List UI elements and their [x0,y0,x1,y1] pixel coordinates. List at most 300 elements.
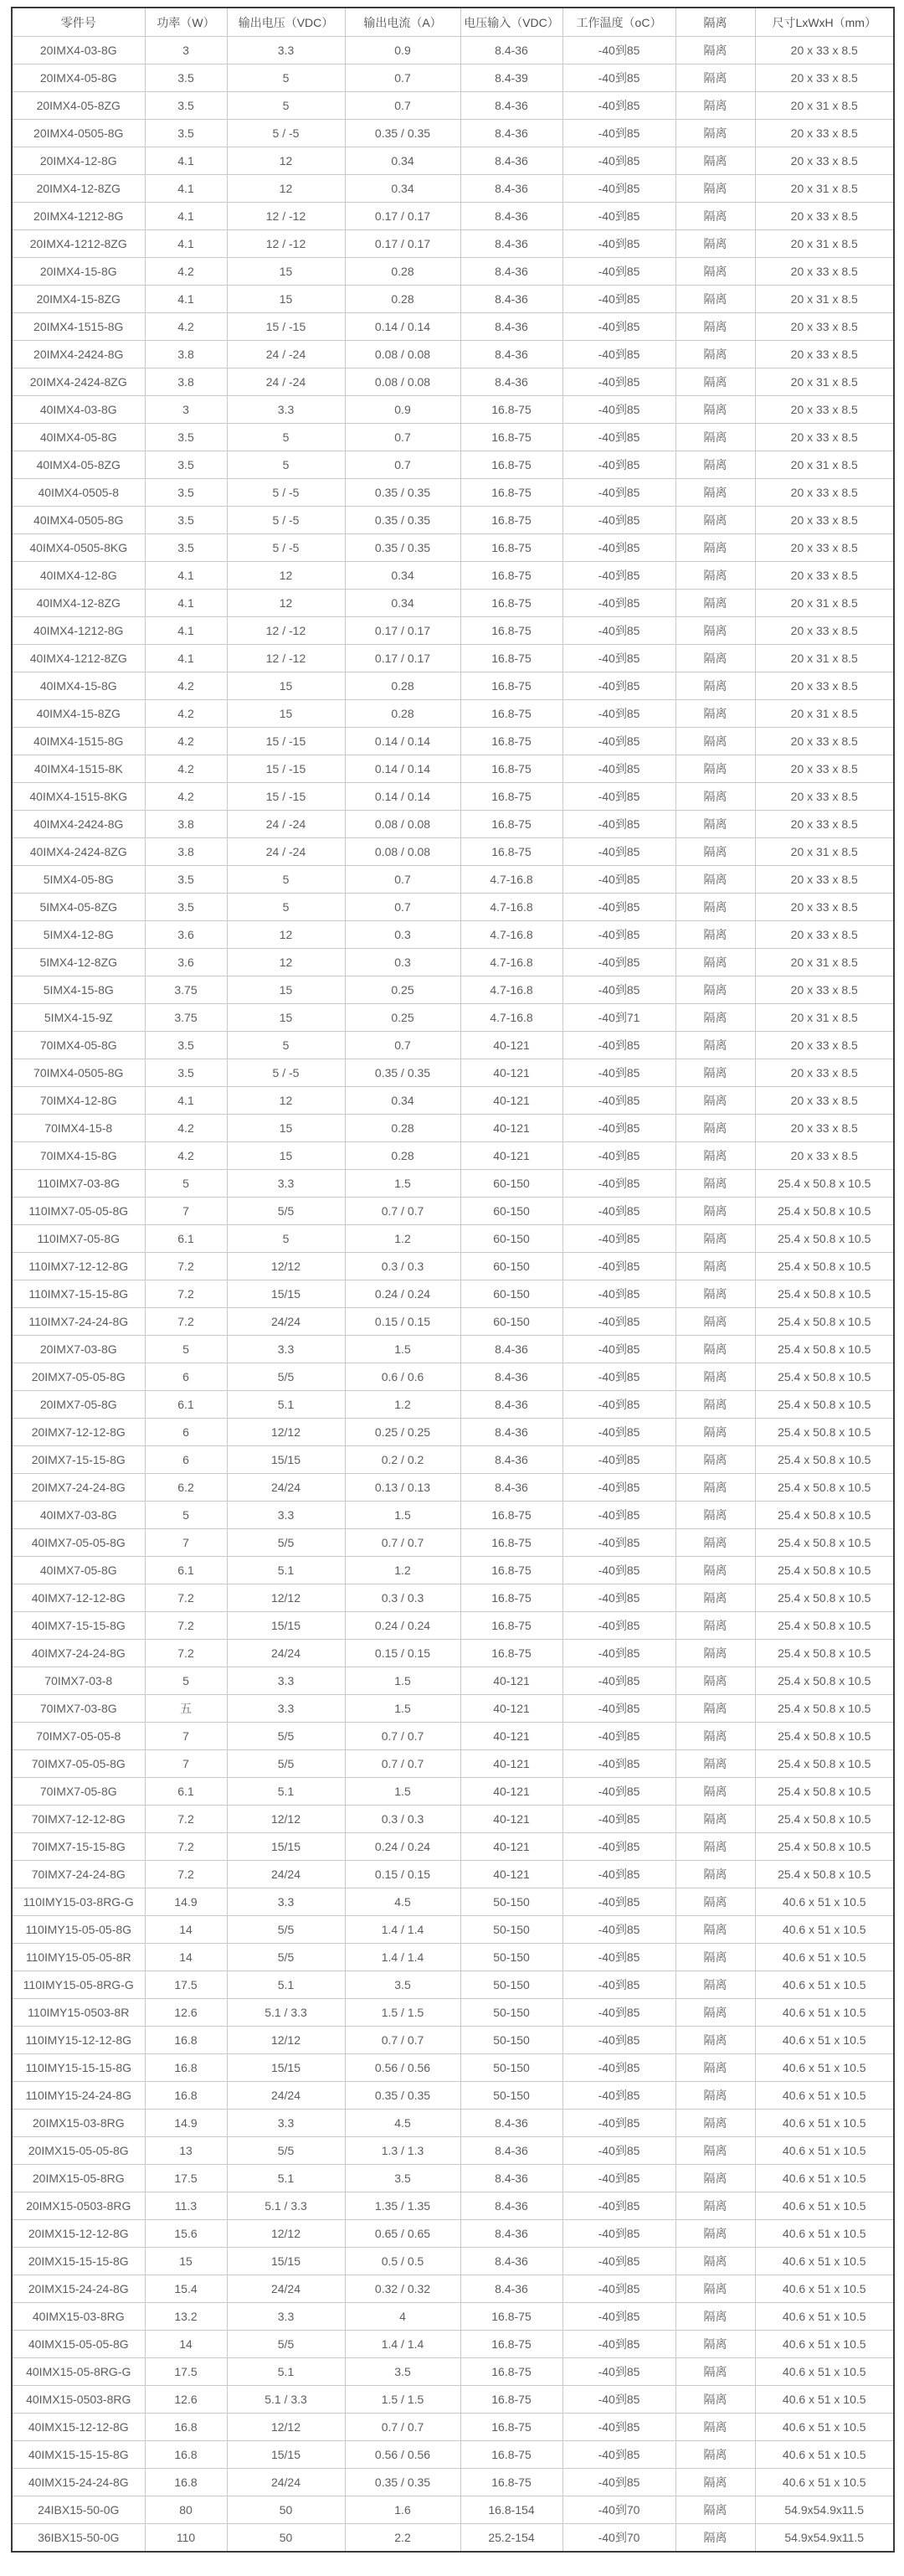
table-cell: 20IMX4-1212-8G [12,203,145,230]
table-cell: -40到85 [562,949,675,976]
table-cell: 20IMX15-05-8RG [12,2165,145,2192]
table-cell: 14 [145,2331,227,2358]
table-cell: -40到85 [562,728,675,755]
table-cell: 隔离 [675,2275,755,2303]
table-cell: 20IMX4-12-8ZG [12,175,145,203]
table-cell: 1.2 [345,1225,460,1253]
table-cell: 20 x 33 x 8.5 [755,1087,894,1115]
table-cell: 25.4 x 50.8 x 10.5 [755,1695,894,1723]
table-row [12,1115,894,1142]
table-cell: 隔离 [675,2248,755,2275]
table-row [12,2358,894,2386]
table-cell: 24 / -24 [227,811,345,838]
table-row [12,2303,894,2331]
table-cell: 20 x 33 x 8.5 [755,313,894,341]
table-cell: 隔离 [675,1059,755,1087]
table-cell: 隔离 [675,92,755,120]
table-cell: 隔离 [675,2441,755,2469]
table-cell: -40到85 [562,396,675,424]
table-cell: 24/24 [227,2275,345,2303]
table-cell: 25.4 x 50.8 x 10.5 [755,1225,894,1253]
header-row [12,8,894,37]
table-cell: 40IMX7-15-15-8G [12,1612,145,1640]
table-cell: 隔离 [675,1971,755,1999]
table-cell: 3.5 [345,2358,460,2386]
table-cell: 隔离 [675,1806,755,1833]
table-cell: 3.5 [145,507,227,534]
table-cell: 隔离 [675,1115,755,1142]
table-cell: 12/12 [227,1584,345,1612]
table-cell: 0.56 / 0.56 [345,2441,460,2469]
table-cell: 5.1 [227,1557,345,1584]
table-cell: -40到85 [562,1253,675,1280]
table-cell: 40.6 x 51 x 10.5 [755,2414,894,2441]
table-cell: -40到85 [562,2358,675,2386]
table-cell: 隔离 [675,2110,755,2137]
table-cell: 隔离 [675,562,755,590]
table-cell: 隔离 [675,451,755,479]
table-row [12,286,894,313]
table-cell: 0.08 / 0.08 [345,838,460,866]
table-cell: 20 x 33 x 8.5 [755,921,894,949]
table-cell: 5 / -5 [227,507,345,534]
table-cell: 隔离 [675,313,755,341]
table-cell: 隔离 [675,2192,755,2220]
table-cell: 25.2-154 [460,2524,562,2553]
table-cell: -40到85 [562,147,675,175]
table-cell: 4.1 [145,175,227,203]
table-cell: 隔离 [675,1778,755,1806]
table-cell: 40.6 x 51 x 10.5 [755,2165,894,2192]
table-cell: 隔离 [675,1888,755,1916]
table-cell: -40到85 [562,37,675,64]
table-cell: 0.34 [345,1087,460,1115]
table-cell: 7.2 [145,1833,227,1861]
table-cell: 隔离 [675,590,755,617]
table-cell: 隔离 [675,2137,755,2165]
table-cell: 4.1 [145,203,227,230]
table-cell: 3.5 [145,866,227,894]
table-cell: -40到85 [562,2165,675,2192]
table-row [12,2137,894,2165]
table-cell: 40IMX4-0505-8G [12,507,145,534]
table-cell: 3.75 [145,976,227,1004]
table-cell: 16.8-75 [460,534,562,562]
table-cell: 8.4-36 [460,368,562,396]
table-cell: 20IMX15-0503-8RG [12,2192,145,2220]
table-cell: 25.4 x 50.8 x 10.5 [755,1640,894,1667]
table-cell: -40到85 [562,1225,675,1253]
table-cell: -40到85 [562,175,675,203]
table-cell: 0.34 [345,562,460,590]
table-cell: -40到85 [562,2054,675,2082]
table-cell: -40到85 [562,1032,675,1059]
table-cell: 36IBX15-50-0G [12,2524,145,2553]
table-row [12,1640,894,1667]
table-cell: 1.5 / 1.5 [345,1999,460,2027]
table-cell: 3.5 [345,1971,460,1999]
table-cell: 24/24 [227,2082,345,2110]
table-cell: 40.6 x 51 x 10.5 [755,2054,894,2082]
table-cell: 12 / -12 [227,230,345,258]
table-cell: 5 [227,424,345,451]
table-cell: 25.4 x 50.8 x 10.5 [755,1750,894,1778]
table-cell: 50-150 [460,2082,562,2110]
table-cell: 0.34 [345,590,460,617]
table-cell: 4.2 [145,755,227,783]
table-cell: 8.4-36 [460,147,562,175]
table-cell: -40到85 [562,451,675,479]
table-cell: 5/5 [227,1529,345,1557]
table-row [12,1502,894,1529]
table-cell: 0.7 [345,1032,460,1059]
table-cell: 70IMX7-03-8 [12,1667,145,1695]
table-cell: 40IMX4-12-8ZG [12,590,145,617]
table-row [12,866,894,894]
table-cell: 20IMX15-05-05-8G [12,2137,145,2165]
table-cell: 隔离 [675,2027,755,2054]
table-cell: 3 [145,37,227,64]
table-cell: 1.4 / 1.4 [345,1916,460,1944]
table-cell: 110IMY15-0503-8R [12,1999,145,2027]
table-cell: 40.6 x 51 x 10.5 [755,2248,894,2275]
table-cell: 15 / -15 [227,783,345,811]
table-cell: 20 x 31 x 8.5 [755,949,894,976]
table-row [12,2165,894,2192]
table-cell: -40到85 [562,1308,675,1336]
table-cell: 40-121 [460,1723,562,1750]
table-cell: 16.8-75 [460,2358,562,2386]
table-cell: 40-121 [460,1059,562,1087]
table-row [12,64,894,92]
table-cell: 40IMX15-24-24-8G [12,2469,145,2496]
table-cell: 1.4 / 1.4 [345,2331,460,2358]
table-cell: 隔离 [675,230,755,258]
table-cell: 3.3 [227,2303,345,2331]
table-cell: -40到85 [562,1916,675,1944]
table-cell: -40到85 [562,1944,675,1971]
table-cell: 20IMX4-05-8ZG [12,92,145,120]
table-cell: 25.4 x 50.8 x 10.5 [755,1833,894,1861]
table-row [12,1833,894,1861]
table-cell: 16.8-75 [460,2469,562,2496]
table-row [12,120,894,147]
table-cell: 16.8-75 [460,1584,562,1612]
table-row [12,424,894,451]
table-cell: 3.6 [145,949,227,976]
table-row [12,783,894,811]
table-cell: 12 [227,562,345,590]
table-cell: 24/24 [227,2469,345,2496]
table-row [12,1584,894,1612]
table-cell: 110IMY15-05-8RG-G [12,1971,145,1999]
table-cell: -40到85 [562,783,675,811]
table-cell: 隔离 [675,286,755,313]
table-row [12,1198,894,1225]
table-cell: 25.4 x 50.8 x 10.5 [755,1198,894,1225]
table-cell: 20 x 33 x 8.5 [755,120,894,147]
table-cell: 15 [227,1004,345,1032]
table-cell: 8.4-36 [460,175,562,203]
table-cell: 15/15 [227,2248,345,2275]
table-cell: 4.1 [145,562,227,590]
table-cell: 20IMX7-12-12-8G [12,1419,145,1446]
table-cell: 1.4 / 1.4 [345,1944,460,1971]
table-cell: 15/15 [227,1280,345,1308]
table-cell: 20IMX4-15-8ZG [12,286,145,313]
table-cell: 1.5 / 1.5 [345,2386,460,2414]
table-cell: 0.14 / 0.14 [345,313,460,341]
table-cell: -40到85 [562,1888,675,1916]
table-cell: 5 [145,1336,227,1363]
table-cell: -40到85 [562,866,675,894]
table-cell: -40到85 [562,534,675,562]
table-cell: -40到85 [562,1695,675,1723]
table-cell: 20IMX15-03-8RG [12,2110,145,2137]
table-cell: -40到85 [562,1502,675,1529]
table-cell: 0.35 / 0.35 [345,120,460,147]
table-cell: 4.2 [145,313,227,341]
table-cell: -40到85 [562,424,675,451]
table-cell: 70IMX4-05-8G [12,1032,145,1059]
table-cell: 0.35 / 0.35 [345,2082,460,2110]
table-row [12,1419,894,1446]
table-cell: 1.5 [345,1170,460,1198]
table-cell: -40到85 [562,1474,675,1502]
table-cell: -40到85 [562,1087,675,1115]
table-cell: 15 [227,672,345,700]
table-cell: -40到85 [562,2441,675,2469]
table-cell: 8.4-36 [460,230,562,258]
table-cell: 15 / -15 [227,313,345,341]
table-cell: 隔离 [675,2082,755,2110]
table-cell: 隔离 [675,147,755,175]
table-cell: 5IMX4-05-8ZG [12,894,145,921]
table-cell: 3.3 [227,37,345,64]
table-cell: 5 [227,1032,345,1059]
table-cell: -40到85 [562,1446,675,1474]
table-cell: 12 / -12 [227,617,345,645]
table-cell: 隔离 [675,507,755,534]
table-cell: 0.7 / 0.7 [345,1198,460,1225]
table-cell: 40IMX4-2424-8G [12,811,145,838]
table-row [12,2414,894,2441]
table-cell: 40-121 [460,1695,562,1723]
table-cell: -40到85 [562,1861,675,1888]
table-cell: 25.4 x 50.8 x 10.5 [755,1336,894,1363]
table-cell: 60-150 [460,1225,562,1253]
table-cell: 0.35 / 0.35 [345,2469,460,2496]
table-cell: 16.8-75 [460,2441,562,2469]
table-cell: 20IMX15-24-24-8G [12,2275,145,2303]
table-cell: 0.5 / 0.5 [345,2248,460,2275]
table-cell: 20IMX15-15-15-8G [12,2248,145,2275]
table-cell: 110IMY15-15-15-8G [12,2054,145,2082]
table-row [12,2248,894,2275]
table-cell: 隔离 [675,479,755,507]
table-row [12,2441,894,2469]
table-cell: 5/5 [227,1750,345,1778]
table-cell: 40IMX4-1212-8G [12,617,145,645]
column-header: 输出电流（A） [345,8,460,37]
table-cell: 隔离 [675,783,755,811]
table-cell: 0.9 [345,37,460,64]
table-cell: 4.2 [145,728,227,755]
table-cell: 40-121 [460,1142,562,1170]
table-cell: 40.6 x 51 x 10.5 [755,2027,894,2054]
table-cell: 隔离 [675,396,755,424]
table-cell: 25.4 x 50.8 x 10.5 [755,1667,894,1695]
table-cell: -40到85 [562,1584,675,1612]
table-cell: 20IMX4-12-8G [12,147,145,175]
table-cell: 50 [227,2524,345,2553]
table-cell: 20 x 31 x 8.5 [755,451,894,479]
table-cell: 0.15 / 0.15 [345,1308,460,1336]
table-cell: 3.3 [227,1888,345,1916]
table-cell: 隔离 [675,672,755,700]
table-row [12,1612,894,1640]
table-cell: -40到85 [562,1667,675,1695]
table-cell: -40到85 [562,921,675,949]
table-row [12,1474,894,1502]
table-cell: -40到85 [562,1833,675,1861]
table-cell: 4.2 [145,258,227,286]
table-cell: 隔离 [675,2469,755,2496]
table-cell: 16.8-75 [460,479,562,507]
table-cell: 0.7 / 0.7 [345,1750,460,1778]
table-row [12,2275,894,2303]
table-cell: 隔离 [675,424,755,451]
table-cell: 40IMX7-05-8G [12,1557,145,1584]
table-cell: 0.7 / 0.7 [345,2414,460,2441]
table-cell: 4.2 [145,783,227,811]
table-cell: 40IMX4-05-8ZG [12,451,145,479]
table-cell: 0.7 / 0.7 [345,1723,460,1750]
table-cell: 0.28 [345,700,460,728]
table-cell: 40.6 x 51 x 10.5 [755,2303,894,2331]
table-cell: 16.8-75 [460,1557,562,1584]
table-cell: -40到85 [562,2248,675,2275]
table-cell: 40IMX4-2424-8ZG [12,838,145,866]
table-cell: 25.4 x 50.8 x 10.5 [755,1502,894,1529]
table-cell: 15/15 [227,1612,345,1640]
table-row [12,1170,894,1198]
table-cell: 8.4-36 [460,2220,562,2248]
table-cell: 110IMX7-03-8G [12,1170,145,1198]
table-cell: 60-150 [460,1253,562,1280]
column-header: 尺寸LxWxH（mm） [755,8,894,37]
table-cell: 3.8 [145,341,227,368]
table-cell: 0.25 [345,1004,460,1032]
table-cell: 24 / -24 [227,341,345,368]
table-cell: 4.1 [145,286,227,313]
table-cell: 40IMX7-05-05-8G [12,1529,145,1557]
table-cell: 3.5 [145,92,227,120]
table-cell: 20 x 33 x 8.5 [755,866,894,894]
table-cell: 隔离 [675,866,755,894]
table-cell: 20 x 33 x 8.5 [755,534,894,562]
table-cell: 隔离 [675,1142,755,1170]
table-cell: 隔离 [675,1750,755,1778]
table-cell: 0.7 / 0.7 [345,2027,460,2054]
table-cell: 16.8-75 [460,590,562,617]
table-cell: 70IMX4-0505-8G [12,1059,145,1087]
table-row [12,1944,894,1971]
table-row [12,700,894,728]
table-cell: 0.3 [345,921,460,949]
table-cell: -40到85 [562,1391,675,1419]
table-cell: 0.7 / 0.7 [345,1529,460,1557]
table-cell: 3.5 [145,64,227,92]
table-cell: 40IMX4-03-8G [12,396,145,424]
table-row [12,1253,894,1280]
table-cell: 4.1 [145,147,227,175]
table-cell: 40IMX4-05-8G [12,424,145,451]
table-cell: 40.6 x 51 x 10.5 [755,2469,894,2496]
table-row [12,258,894,286]
table-row [12,2054,894,2082]
table-cell: 16.8-75 [460,562,562,590]
table-cell: 0.28 [345,258,460,286]
table-cell: 15/15 [227,2054,345,2082]
table-cell: 20 x 33 x 8.5 [755,672,894,700]
table-cell: 24IBX15-50-0G [12,2496,145,2524]
table-cell: -40到85 [562,1971,675,1999]
table-cell: 40IMX15-05-8RG-G [12,2358,145,2386]
table-row [12,617,894,645]
table-cell: 5 [227,92,345,120]
table-row [12,37,894,64]
table-cell: 隔离 [675,1861,755,1888]
table-row [12,1916,894,1944]
table-cell: 0.08 / 0.08 [345,368,460,396]
table-cell: 12/12 [227,2414,345,2441]
table-cell: 16.8-75 [460,1612,562,1640]
table-cell: 隔离 [675,1474,755,1502]
table-cell: 40.6 x 51 x 10.5 [755,1999,894,2027]
table-cell: 五 [145,1695,227,1723]
table-cell: -40到85 [562,2275,675,2303]
table-row [12,92,894,120]
table-cell: -40到71 [562,1004,675,1032]
table-cell: 隔离 [675,2331,755,2358]
table-cell: 0.35 / 0.35 [345,479,460,507]
table-cell: 隔离 [675,2524,755,2553]
table-cell: 20 x 33 x 8.5 [755,562,894,590]
table-cell: 隔离 [675,1916,755,1944]
table-cell: 3.3 [227,1667,345,1695]
table-cell: 8.4-36 [460,341,562,368]
table-cell: 0.17 / 0.17 [345,645,460,672]
table-cell: 7.2 [145,1253,227,1280]
table-cell: -40到85 [562,1778,675,1806]
table-cell: 16.8-75 [460,2331,562,2358]
table-cell: 12 [227,949,345,976]
table-cell: 50-150 [460,1971,562,1999]
table-cell: 0.35 / 0.35 [345,1059,460,1087]
column-header: 功率（W） [145,8,227,37]
table-row [12,1336,894,1363]
table-cell: 4.7-16.8 [460,1004,562,1032]
table-cell: 16.8-75 [460,838,562,866]
table-cell: 12 [227,1087,345,1115]
table-cell: 6.2 [145,1474,227,1502]
table-cell: 5.1 / 3.3 [227,2192,345,2220]
table-cell: 隔离 [675,1833,755,1861]
table-cell: 20 x 33 x 8.5 [755,617,894,645]
table-row [12,313,894,341]
table-row [12,479,894,507]
